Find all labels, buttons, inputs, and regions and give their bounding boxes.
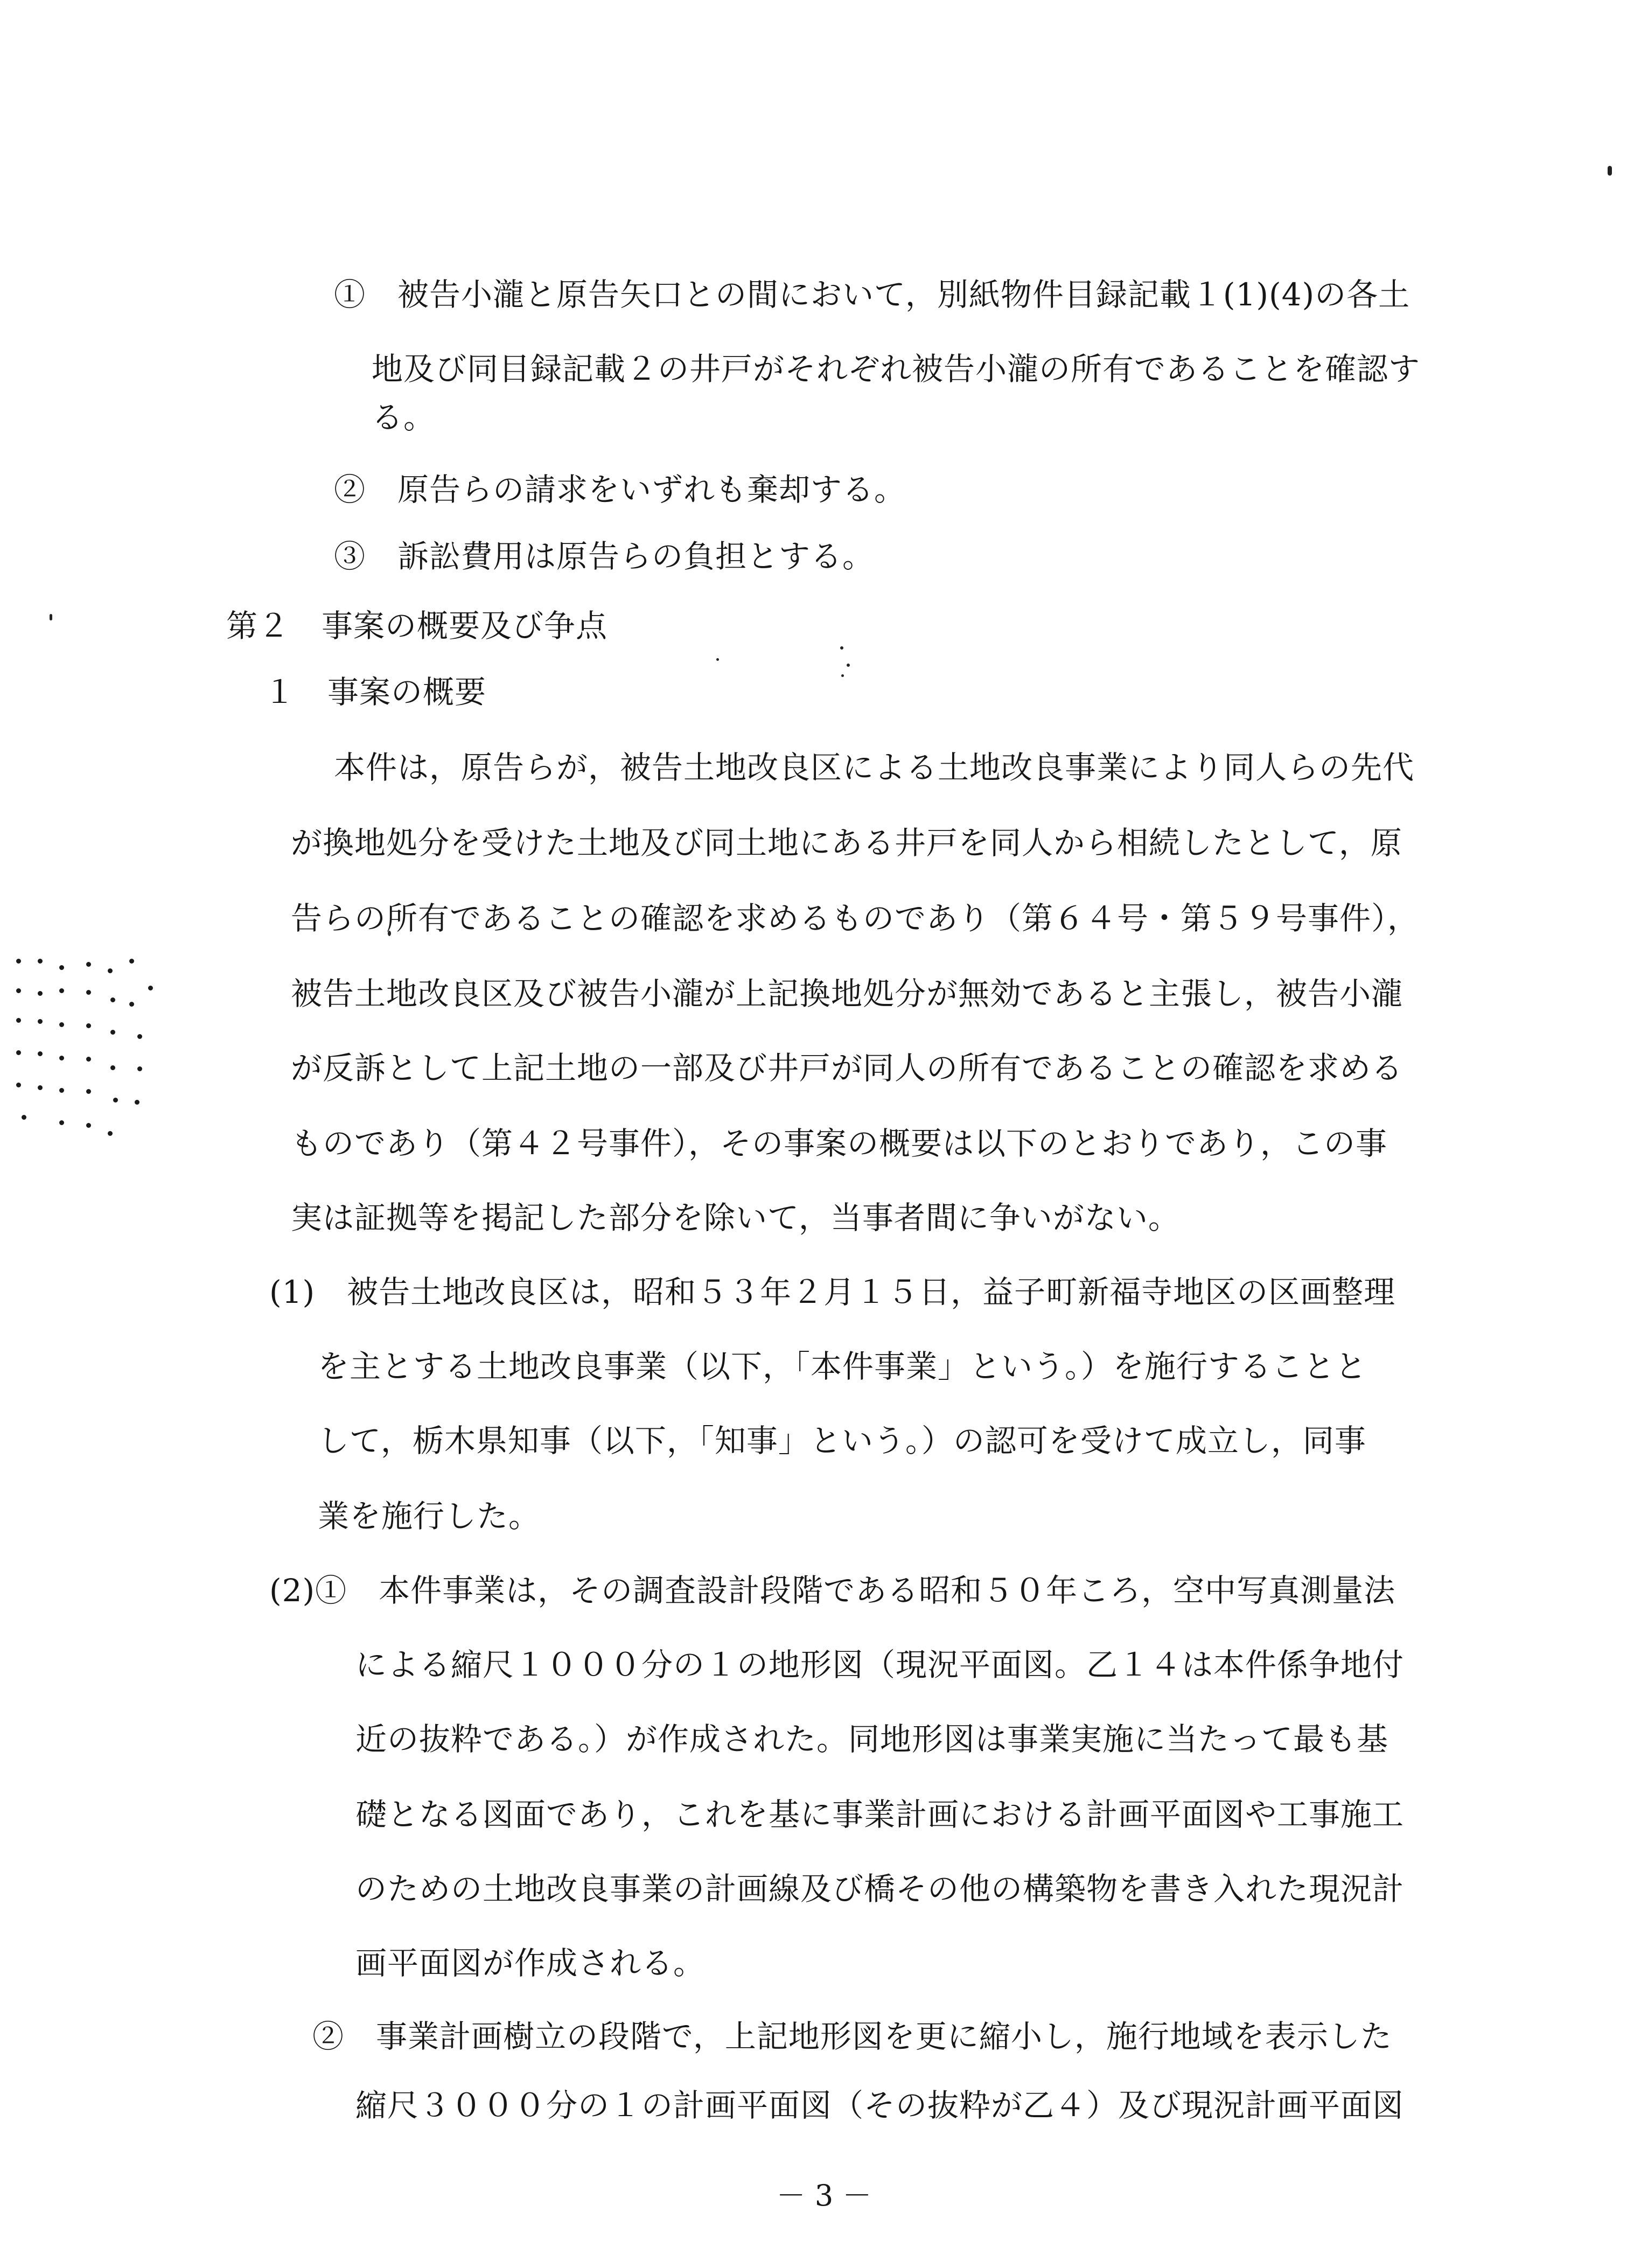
scan-speck — [1608, 166, 1612, 176]
text-line-23: のための土地改良事業の計画線及び橋その他の構築物を書き入れた現況計 — [355, 1871, 1405, 1907]
text-line-25: ② 事業計画樹立の段階で，上記地形図を更に縮小し，施行地域を表示した — [312, 2018, 1392, 2055]
text-line-2: 地及び同目録記載２の井戸がそれぞれ被告小瀧の所有であることを確認す — [372, 351, 1421, 387]
text-line-17: して，栃木県知事（以下，「知事」という。）の認可を受けて成立し，同事 — [318, 1422, 1366, 1459]
text-line-12: が反訴として上記土地の一部及び井戸が同人の所有であることの確認を求める — [291, 1050, 1403, 1086]
text-line-21: 近の抜粋である。）が作成された。同地形図は事業実施に当たって最も基 — [355, 1721, 1389, 1757]
text-line-1: ① 被告小瀧と原告矢口との間において，別紙物件目録記載１(1)(4)の各土 — [334, 276, 1410, 313]
page-number: － 3 － — [776, 2179, 872, 2213]
scan-speck — [50, 614, 52, 620]
text-line-4: ② 原告らの請求をいずれも棄却する。 — [334, 471, 906, 508]
text-line-11: 被告土地改良区及び被告小瀧が上記換地処分が無効であると主張し，被告小瀧 — [291, 975, 1403, 1012]
text-line-10: 告らの所有であることの確認を求めるものであり（第６４号・第５９号事件）， — [291, 900, 1420, 937]
text-line-22: 礎となる図面であり，これを基に事業計画における計画平面図や工事施工 — [355, 1796, 1405, 1833]
text-line-8: 本件は，原告らが，被告土地改良区による土地改良事業により同人らの先代 — [334, 749, 1415, 786]
subsection-heading: １ 事案の概要 — [264, 674, 487, 710]
text-line-14: 実は証拠等を掲記した部分を除いて，当事者間に争いがない。 — [291, 1199, 1180, 1236]
text-line-16: を主とする土地改良事業（以下，「本件事業」という。）を施行することと — [318, 1348, 1367, 1385]
scan-speck — [840, 646, 843, 650]
text-line-9: が換地処分を受けた土地及び同土地にある井戸を同人から相続したとして，原 — [291, 825, 1402, 861]
scan-speck — [847, 664, 850, 667]
scan-speck — [841, 674, 844, 677]
scan-speck — [716, 658, 719, 661]
text-line-13: ものであり（第４２号事件），その事案の概要は以下のとおりであり，この事 — [291, 1125, 1388, 1162]
text-line-18: 業を施行した。 — [318, 1498, 541, 1534]
text-line-5: ③ 訴訟費用は原告らの負担とする。 — [334, 538, 875, 575]
text-line-3: る。 — [372, 399, 436, 436]
text-line-15: (1) 被告土地改良区は，昭和５３年２月１５日，益子町新福寺地区の区画整理 — [269, 1274, 1396, 1310]
text-line-24: 画平面図が作成される。 — [355, 1945, 706, 1981]
margin-perforation-dots — [0, 959, 162, 1147]
section-heading: 第２ 事案の概要及び争点 — [226, 608, 608, 644]
text-line-26: 縮尺３０００分の１の計画平面図（その抜粋が乙４）及び現況計画平面図 — [355, 2087, 1405, 2124]
text-line-20: による縮尺１０００分の１の地形図（現況平面図。乙１４は本件係争地付 — [355, 1646, 1405, 1683]
text-line-19: (2)① 本件事業は，その調査設計段階である昭和５０年ころ，空中写真測量法 — [269, 1572, 1396, 1609]
